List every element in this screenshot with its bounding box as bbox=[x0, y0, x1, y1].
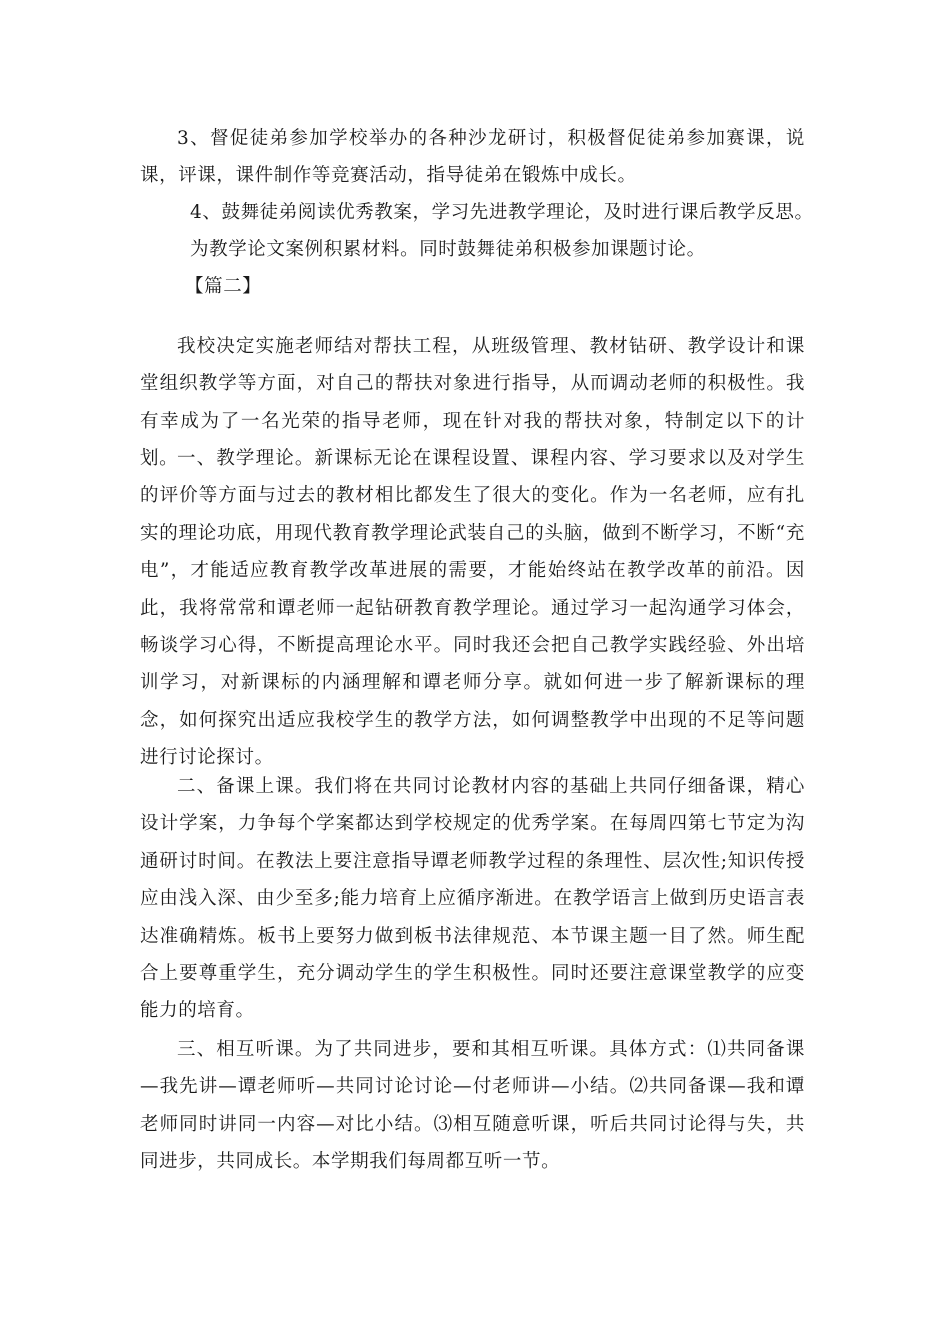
paragraph-item-4-line-2: 为教学论文案例积累材料。同时鼓舞徒弟积极参加课题讨论。 bbox=[190, 239, 706, 260]
paragraph-item-4-line-1: 4、鼓舞徒弟阅读优秀教案，学习先进教学理论，及时进行课后教学反思。 bbox=[190, 202, 814, 223]
section-heading: 【篇二】 bbox=[185, 276, 262, 297]
paragraph-part-2: 二、备课上课。我们将在共同讨论教材内容的基础上共同仔细备课，精心设计学案，力争每个学案都达到学校规定的优秀学案。在每周四第七节定为沟通研讨时间。在教法上要注意指导谭老师教学过程的条理性、层次性;知识传授应由浅入深、由少至多;能力培育上应循序渐进。在教学语言上做到历史语言表达准确精炼。板书上要努力做到板书法律规范、本节课主题一目了然。师生配合上要尊重学生，充分调动学生的学生积极性。同时还要注意课堂教学的应变能力的培育。 bbox=[140, 776, 805, 1022]
paragraph-part-3: 三、相互听课。为了共同进步，要和其相互听课。具体方式：⑴共同备课—我先讲—谭老师听—共同讨论讨论—付老师讲—小结。⑵共同备课—我和谭老师同时讲同一内容—对比小结。⑶相互随意听课，听后共同讨论得与失，共同进步，共同成长。本学期我们每周都互听一节。 bbox=[140, 1039, 805, 1173]
paragraph-part-1: 一、教学理论。新课标无论在课程设置、课程内容、学习要求以及对学生的评价等方面与过去的教材相比都发生了很大的变化。作为一名老师，应有扎实的理论功底，用现代教育教学理论武装自己的头脑，做到不断学习，不断“充电”，才能适应教育教学改革进展的需要，才能始终站在教学改革的前沿。因此，我将常常和谭老师一起钻研教育教学理论。通过学习一起沟通学习体会，畅谈学习心得，不断提高理论水平。同时我还会把自己教学实践经验、外出培训学习，对新课标的内涵理解和谭老师分享。就如何进一步了解新课标的理念，如何探究出适应我校学生的教学方法，如何调整教学中出现的不足等问题进行讨论探讨。 bbox=[140, 448, 805, 769]
paragraph-intro: 我校决定实施老师结对帮扶工程，从班级管理、教材钻研、教学设计和课堂组织教学等方面，对自己的帮扶对象进行指导，从而调动老师的积极性。我有幸成为了一名光荣的指导老师，现在针对我的帮扶对象，特制定以下的计划。 bbox=[140, 336, 805, 470]
paragraph-item-3: 3、督促徒弟参加学校举办的各种沙龙研讨，积极督促徒弟参加赛课，说课，评课，课件制作等竞赛活动，指导徒弟在锻炼中成长。 bbox=[140, 128, 805, 187]
